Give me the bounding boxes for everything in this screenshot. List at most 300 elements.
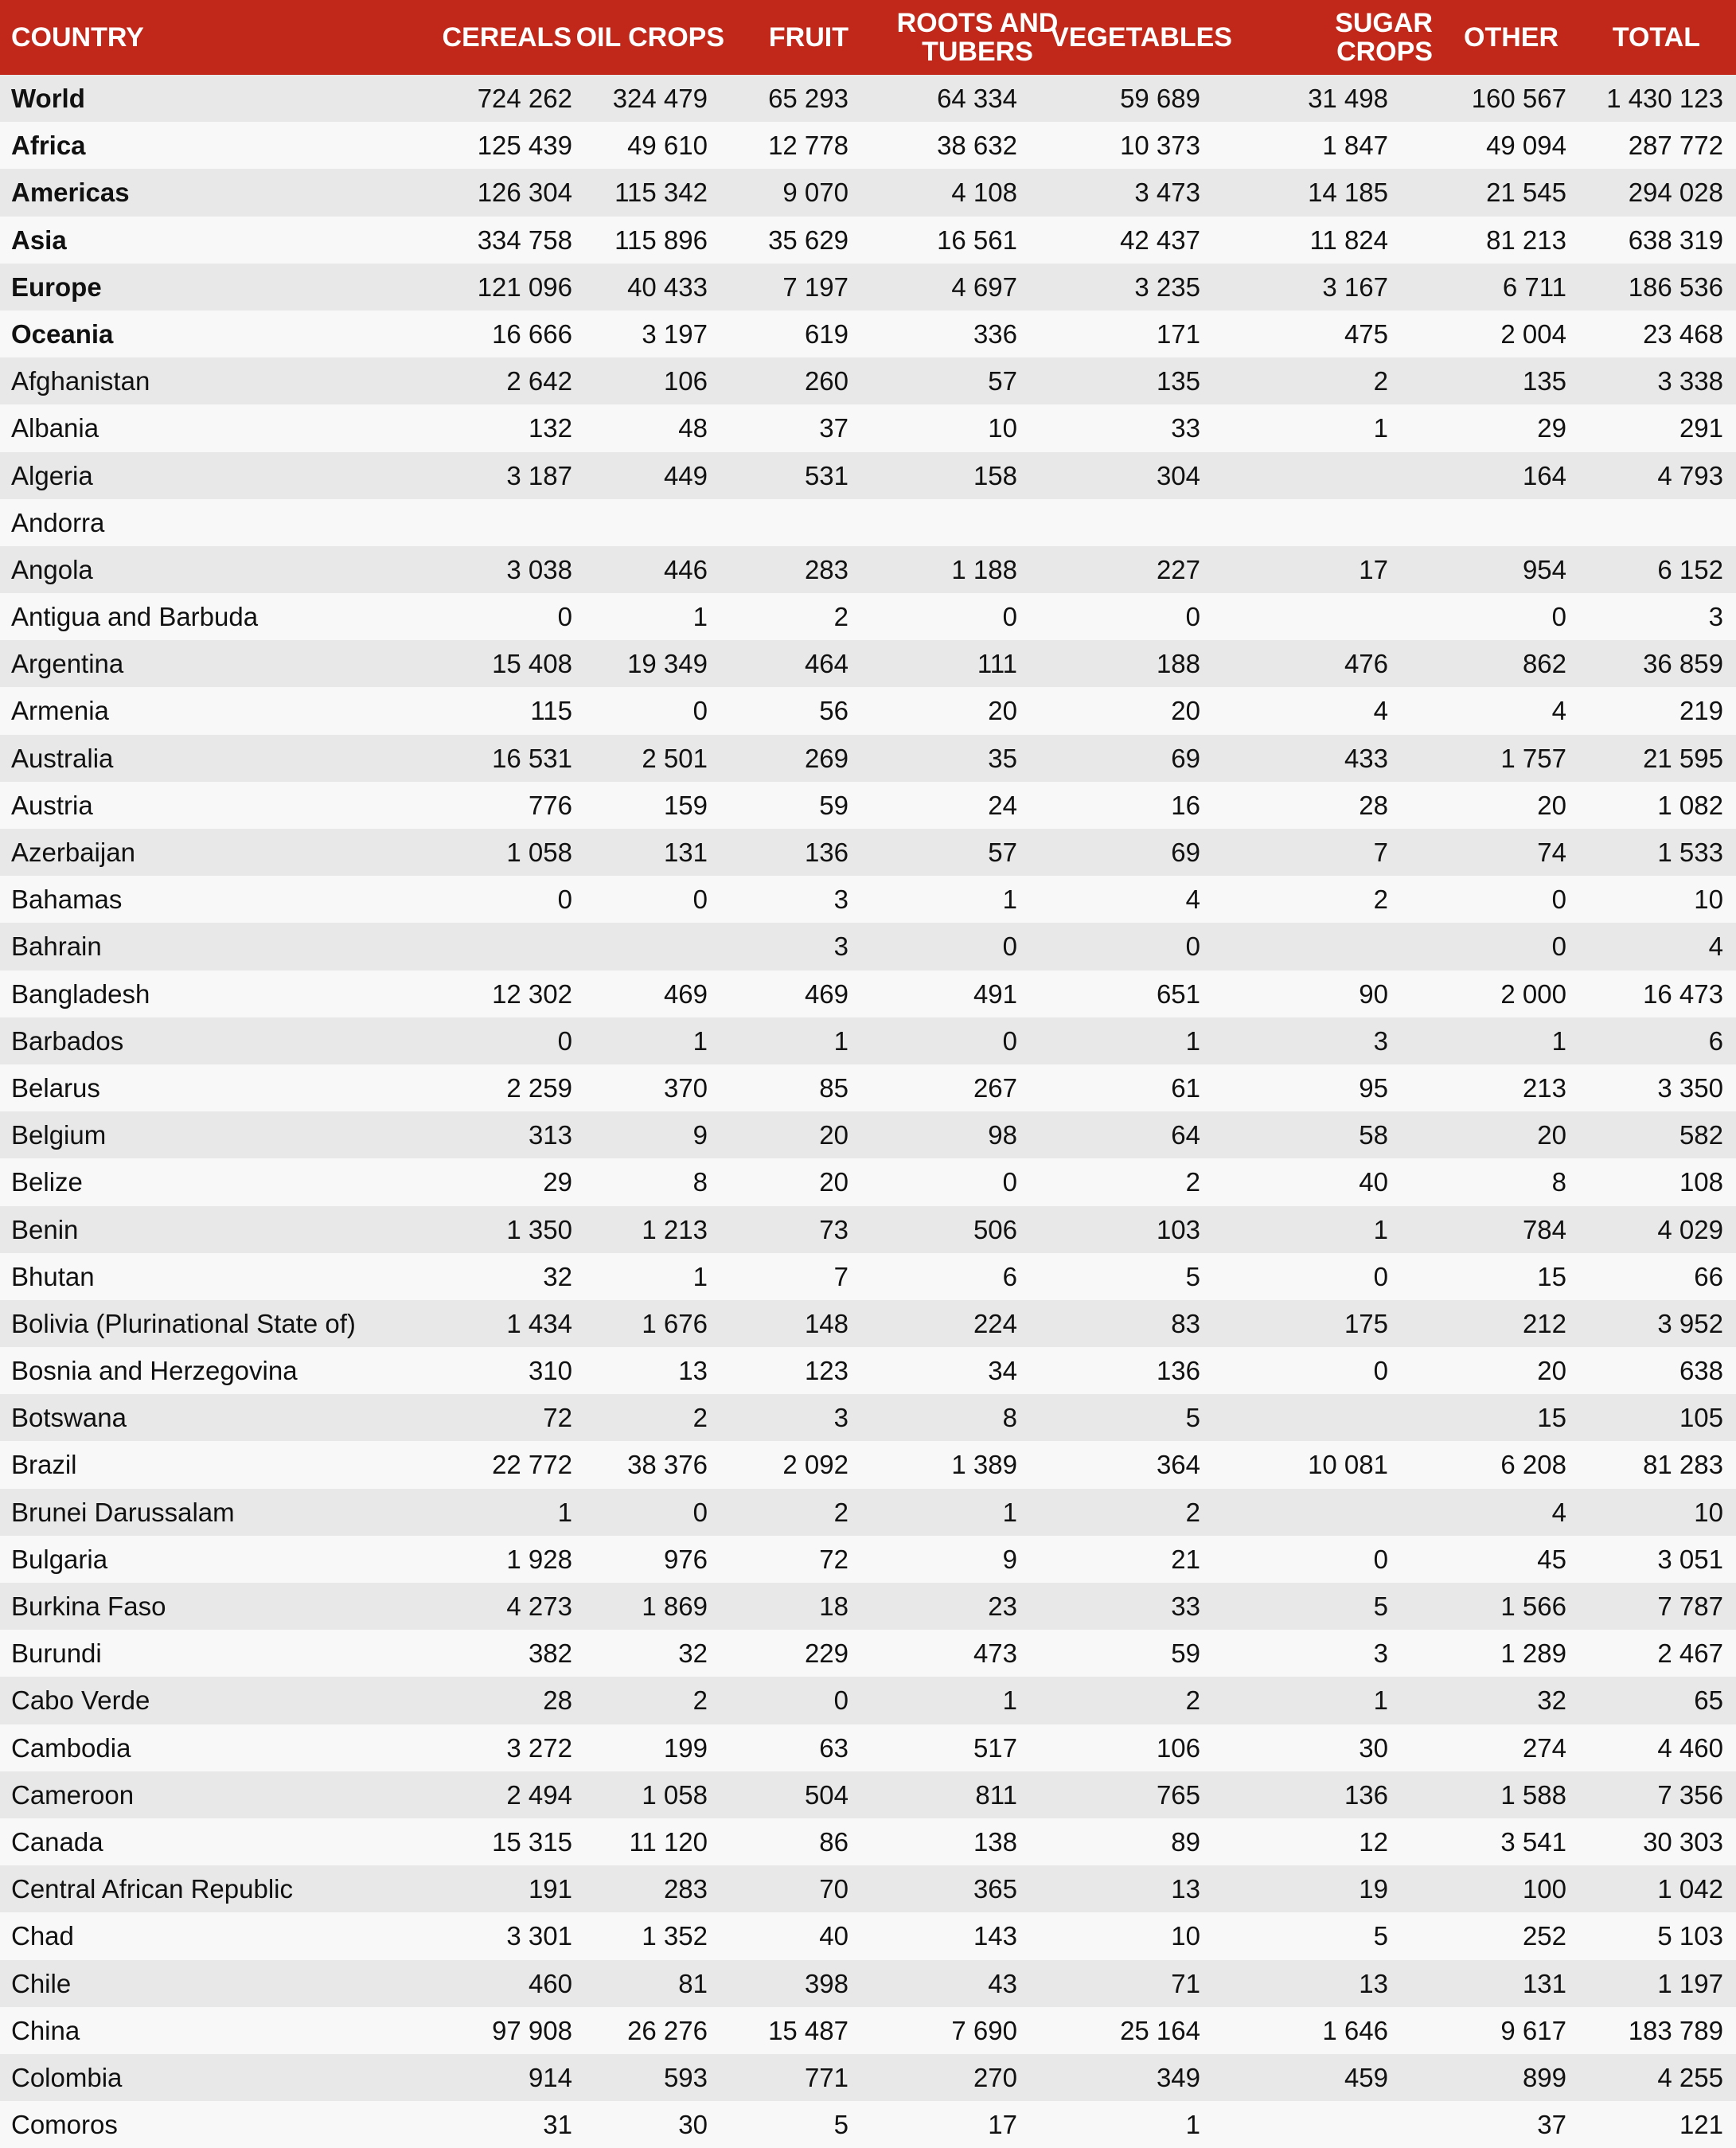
table-row bbox=[0, 735, 1736, 782]
roots-and-tubers-cell: 16 561 bbox=[937, 225, 1017, 255]
country-name: Cambodia bbox=[11, 1732, 131, 1763]
total-cell: 108 bbox=[1679, 1167, 1723, 1197]
sugar-crops-cell: 28 bbox=[1359, 790, 1388, 820]
country-name: Andorra bbox=[11, 507, 105, 537]
total-cell: 219 bbox=[1679, 696, 1723, 726]
roots-and-tubers-cell: 270 bbox=[973, 2062, 1017, 2092]
country-name: Bangladesh bbox=[11, 978, 150, 1009]
sugar-crops-cell: 17 bbox=[1359, 554, 1388, 584]
oil-crops-cell: 13 bbox=[678, 1356, 708, 1386]
table-row bbox=[0, 1677, 1736, 1724]
sugar-crops-cell: 1 bbox=[1373, 413, 1388, 443]
other-cell: 37 bbox=[1537, 2110, 1566, 2140]
vegetables-cell: 4 bbox=[1185, 885, 1200, 915]
roots-and-tubers-cell: 17 bbox=[988, 2110, 1017, 2140]
sugar-crops-cell: 5 bbox=[1373, 1921, 1388, 1951]
table-body bbox=[0, 75, 1736, 2148]
roots-and-tubers-cell: 111 bbox=[977, 649, 1017, 679]
fruit-cell: 7 bbox=[833, 1261, 848, 1291]
fruit-cell: 7 197 bbox=[782, 271, 848, 302]
table-row bbox=[0, 923, 1736, 970]
other-cell: 1 289 bbox=[1500, 1638, 1566, 1669]
oil-crops-cell: 1 352 bbox=[642, 1921, 708, 1951]
table-row bbox=[0, 971, 1736, 1017]
other-cell: 32 bbox=[1537, 1685, 1566, 1716]
other-cell: 135 bbox=[1522, 366, 1566, 396]
fruit-cell: 35 629 bbox=[768, 225, 848, 255]
roots-and-tubers-cell: 1 389 bbox=[951, 1450, 1017, 1480]
sugar-crops-cell: 459 bbox=[1344, 2062, 1388, 2092]
cereals-cell: 12 302 bbox=[492, 978, 572, 1009]
other-cell: 954 bbox=[1522, 554, 1566, 584]
sugar-crops-cell: 40 bbox=[1359, 1167, 1388, 1197]
vegetables-cell: 135 bbox=[1156, 366, 1200, 396]
fruit-cell: 72 bbox=[819, 1544, 848, 1574]
vegetables-cell: 59 689 bbox=[1120, 84, 1200, 113]
fruit-cell: 3 bbox=[833, 1403, 848, 1433]
total-cell: 23 468 bbox=[1643, 318, 1723, 349]
fruit-cell: 283 bbox=[804, 554, 848, 584]
table-row bbox=[0, 1489, 1736, 1536]
cereals-cell: 313 bbox=[528, 1120, 572, 1150]
country-name: Brunei Darussalam bbox=[11, 1497, 235, 1527]
roots-and-tubers-cell: 1 bbox=[1002, 885, 1017, 915]
header-fruit: FRUIT bbox=[768, 22, 848, 53]
other-cell: 862 bbox=[1522, 649, 1566, 679]
roots-and-tubers-cell: 143 bbox=[973, 1921, 1017, 1951]
roots-and-tubers-cell: 24 bbox=[988, 790, 1017, 820]
sugar-crops-cell: 476 bbox=[1344, 649, 1388, 679]
table-row bbox=[0, 452, 1736, 499]
total-cell: 3 952 bbox=[1657, 1308, 1723, 1338]
vegetables-cell: 64 bbox=[1171, 1120, 1200, 1150]
oil-crops-cell: 9 bbox=[692, 1120, 708, 1150]
roots-and-tubers-cell: 0 bbox=[1002, 602, 1017, 632]
oil-crops-cell: 159 bbox=[663, 790, 708, 820]
other-cell: 49 094 bbox=[1486, 131, 1566, 161]
cereals-cell: 121 096 bbox=[477, 271, 572, 302]
vegetables-cell: 765 bbox=[1156, 1779, 1200, 1810]
total-cell: 3 051 bbox=[1657, 1544, 1723, 1574]
total-cell: 3 350 bbox=[1657, 1072, 1723, 1103]
cereals-cell: 191 bbox=[528, 1874, 572, 1904]
header-sugar-crops: SUGAR CROPS bbox=[1335, 8, 1433, 67]
other-cell: 9 617 bbox=[1500, 2015, 1566, 2045]
fruit-cell: 0 bbox=[833, 1685, 848, 1716]
table-row bbox=[0, 640, 1736, 687]
total-cell: 7 356 bbox=[1657, 1779, 1723, 1810]
table-row bbox=[0, 310, 1736, 357]
sugar-crops-cell: 3 167 bbox=[1322, 271, 1388, 302]
vegetables-cell: 304 bbox=[1156, 460, 1200, 490]
total-cell: 81 283 bbox=[1643, 1450, 1723, 1480]
total-cell: 287 772 bbox=[1628, 131, 1723, 161]
other-cell: 100 bbox=[1522, 1874, 1566, 1904]
oil-crops-cell: 11 120 bbox=[629, 1826, 708, 1857]
cereals-cell: 31 bbox=[543, 2110, 572, 2140]
other-cell: 2 000 bbox=[1500, 978, 1566, 1009]
sugar-crops-cell: 31 498 bbox=[1308, 84, 1388, 113]
vegetables-cell: 364 bbox=[1156, 1450, 1200, 1480]
table-row bbox=[0, 1865, 1736, 1912]
vegetables-cell: 59 bbox=[1171, 1638, 1200, 1669]
roots-and-tubers-cell: 34 bbox=[988, 1356, 1017, 1386]
total-cell: 30 303 bbox=[1643, 1826, 1723, 1857]
sugar-crops-cell: 3 bbox=[1373, 1638, 1388, 1669]
cereals-cell: 2 259 bbox=[506, 1072, 572, 1103]
sugar-crops-cell: 3 bbox=[1373, 1025, 1388, 1056]
country-name: Burundi bbox=[11, 1638, 102, 1669]
vegetables-cell: 2 bbox=[1185, 1167, 1200, 1197]
sugar-crops-cell: 5 bbox=[1373, 1591, 1388, 1621]
vegetables-cell: 227 bbox=[1156, 554, 1200, 584]
roots-and-tubers-cell: 9 bbox=[1002, 1544, 1017, 1574]
country-name: Angola bbox=[11, 554, 93, 584]
other-cell: 74 bbox=[1537, 838, 1566, 867]
oil-crops-cell: 2 501 bbox=[642, 743, 708, 773]
other-cell: 1 bbox=[1551, 1025, 1566, 1056]
table-row bbox=[0, 404, 1736, 451]
fruit-cell: 464 bbox=[804, 649, 848, 679]
roots-and-tubers-cell: 0 bbox=[1002, 931, 1017, 962]
cereals-cell: 22 772 bbox=[492, 1450, 572, 1480]
total-cell: 186 536 bbox=[1628, 271, 1723, 302]
other-cell: 81 213 bbox=[1486, 225, 1566, 255]
other-cell: 899 bbox=[1522, 2062, 1566, 2092]
oil-crops-cell: 1 213 bbox=[642, 1214, 708, 1244]
total-cell: 36 859 bbox=[1643, 649, 1723, 679]
total-cell: 6 bbox=[1708, 1025, 1723, 1056]
oil-crops-cell: 115 342 bbox=[614, 178, 708, 208]
vegetables-cell: 349 bbox=[1156, 2062, 1200, 2092]
table-row bbox=[0, 264, 1736, 310]
total-cell: 10 bbox=[1694, 885, 1723, 915]
vegetables-cell: 21 bbox=[1171, 1544, 1200, 1574]
country-name: Bosnia and Herzegovina bbox=[11, 1356, 298, 1386]
other-cell: 6 711 bbox=[1502, 271, 1566, 302]
vegetables-cell: 188 bbox=[1156, 649, 1200, 679]
table-row bbox=[0, 122, 1736, 169]
roots-and-tubers-cell: 35 bbox=[988, 743, 1017, 773]
country-name: Armenia bbox=[11, 696, 109, 726]
fruit-cell: 40 bbox=[819, 1921, 848, 1951]
total-cell: 1 197 bbox=[1657, 1968, 1723, 1998]
table-row bbox=[0, 499, 1736, 546]
total-cell: 1 042 bbox=[1657, 1874, 1723, 1904]
cereals-cell: 0 bbox=[557, 885, 572, 915]
country-name: Cabo Verde bbox=[11, 1685, 150, 1716]
cereals-cell: 3 038 bbox=[506, 554, 572, 584]
oil-crops-cell: 1 058 bbox=[642, 1779, 708, 1810]
oil-crops-cell: 449 bbox=[663, 460, 708, 490]
country-name: Benin bbox=[11, 1214, 79, 1244]
table-row bbox=[0, 876, 1736, 923]
oil-crops-cell: 3 197 bbox=[642, 318, 708, 349]
oil-crops-cell: 8 bbox=[692, 1167, 708, 1197]
oil-crops-cell: 1 bbox=[692, 1261, 708, 1291]
vegetables-cell: 10 373 bbox=[1120, 131, 1200, 161]
table-row bbox=[0, 1818, 1736, 1865]
total-cell: 582 bbox=[1679, 1120, 1723, 1150]
vegetables-cell: 16 bbox=[1171, 790, 1200, 820]
country-name: Antigua and Barbuda bbox=[11, 602, 259, 632]
table-row bbox=[0, 2054, 1736, 2101]
country-name: Canada bbox=[11, 1826, 103, 1857]
sugar-crops-cell: 90 bbox=[1359, 978, 1388, 1009]
vegetables-cell: 0 bbox=[1185, 602, 1200, 632]
fruit-cell: 260 bbox=[804, 366, 848, 396]
oil-crops-cell: 976 bbox=[663, 1544, 708, 1574]
cereals-cell: 4 273 bbox=[506, 1591, 572, 1621]
fruit-cell: 771 bbox=[804, 2062, 848, 2092]
vegetables-cell: 71 bbox=[1171, 1968, 1200, 1998]
roots-and-tubers-cell: 57 bbox=[988, 838, 1017, 867]
other-cell: 1 757 bbox=[1500, 743, 1566, 773]
country-name: Cameroon bbox=[11, 1779, 135, 1810]
cereals-cell: 1 058 bbox=[506, 838, 572, 867]
oil-crops-cell: 106 bbox=[663, 366, 708, 396]
roots-and-tubers-cell: 43 bbox=[988, 1968, 1017, 1998]
cereals-cell: 29 bbox=[543, 1167, 572, 1197]
oil-crops-cell: 446 bbox=[663, 554, 708, 584]
sugar-crops-cell: 19 bbox=[1359, 1874, 1388, 1904]
table-row bbox=[0, 1111, 1736, 1158]
roots-and-tubers-cell: 224 bbox=[973, 1308, 1017, 1338]
cereals-cell: 914 bbox=[528, 2062, 572, 2092]
vegetables-cell: 13 bbox=[1171, 1874, 1200, 1904]
table-row bbox=[0, 1017, 1736, 1064]
fruit-cell: 56 bbox=[819, 696, 848, 726]
other-cell: 29 bbox=[1537, 413, 1566, 443]
sugar-crops-cell: 13 bbox=[1359, 1968, 1388, 1998]
roots-and-tubers-cell: 38 632 bbox=[937, 131, 1017, 161]
other-cell: 6 208 bbox=[1500, 1450, 1566, 1480]
country-name: Chile bbox=[11, 1968, 72, 1998]
sugar-crops-cell: 30 bbox=[1359, 1732, 1388, 1763]
fruit-cell: 3 bbox=[833, 885, 848, 915]
roots-and-tubers-cell: 158 bbox=[973, 460, 1017, 490]
cereals-cell: 15 408 bbox=[492, 649, 572, 679]
fruit-cell: 531 bbox=[804, 460, 848, 490]
fruit-cell: 504 bbox=[804, 1779, 848, 1810]
header-oil-crops: OIL CROPS bbox=[575, 22, 724, 53]
country-name: Bahamas bbox=[11, 885, 123, 915]
table-row bbox=[0, 1158, 1736, 1205]
other-cell: 8 bbox=[1551, 1167, 1566, 1197]
other-cell: 15 bbox=[1537, 1403, 1566, 1433]
fruit-cell: 2 bbox=[833, 602, 848, 632]
fruit-cell: 15 487 bbox=[768, 2015, 848, 2045]
cereals-cell: 1 434 bbox=[506, 1308, 572, 1338]
country-name: Belarus bbox=[11, 1072, 100, 1103]
table-row bbox=[0, 1960, 1736, 2007]
vegetables-cell: 69 bbox=[1171, 838, 1200, 867]
roots-and-tubers-cell: 267 bbox=[973, 1072, 1017, 1103]
cereals-cell: 334 758 bbox=[477, 225, 572, 255]
sugar-crops-cell: 10 081 bbox=[1308, 1450, 1388, 1480]
total-cell: 294 028 bbox=[1628, 178, 1723, 208]
fruit-cell: 2 092 bbox=[782, 1450, 848, 1480]
header-other: OTHER bbox=[1464, 22, 1558, 53]
oil-crops-cell: 2 bbox=[692, 1403, 708, 1433]
roots-and-tubers-cell: 1 188 bbox=[951, 554, 1017, 584]
vegetables-cell: 106 bbox=[1156, 1732, 1200, 1763]
fruit-cell: 5 bbox=[833, 2110, 848, 2140]
vegetables-cell: 61 bbox=[1171, 1072, 1200, 1103]
header-total: TOTAL bbox=[1612, 22, 1700, 53]
fruit-cell: 229 bbox=[804, 1638, 848, 1669]
oil-crops-cell: 1 676 bbox=[642, 1308, 708, 1338]
roots-and-tubers-cell: 57 bbox=[988, 366, 1017, 396]
table-row bbox=[0, 593, 1736, 640]
roots-and-tubers-cell: 4 697 bbox=[951, 271, 1017, 302]
sugar-crops-cell: 11 824 bbox=[1309, 225, 1388, 255]
country-name: Central African Republic bbox=[11, 1874, 294, 1904]
roots-and-tubers-cell: 7 690 bbox=[951, 2015, 1017, 2045]
cereals-cell: 16 666 bbox=[492, 318, 572, 349]
table-row bbox=[0, 1583, 1736, 1630]
roots-and-tubers-cell: 20 bbox=[988, 696, 1017, 726]
other-cell: 164 bbox=[1522, 460, 1566, 490]
table-row bbox=[0, 1912, 1736, 1959]
cereals-cell: 72 bbox=[543, 1403, 572, 1433]
other-cell: 45 bbox=[1537, 1544, 1566, 1574]
vegetables-cell: 42 437 bbox=[1120, 225, 1200, 255]
total-cell: 65 bbox=[1694, 1685, 1723, 1716]
sugar-crops-cell: 2 bbox=[1373, 885, 1388, 915]
total-cell: 638 319 bbox=[1628, 225, 1723, 255]
country-name: Burkina Faso bbox=[11, 1591, 166, 1621]
total-cell: 3 bbox=[1708, 602, 1723, 632]
other-cell: 131 bbox=[1522, 1968, 1566, 1998]
roots-and-tubers-cell: 23 bbox=[988, 1591, 1017, 1621]
oil-crops-cell: 81 bbox=[678, 1968, 708, 1998]
fruit-cell: 18 bbox=[819, 1591, 848, 1621]
oil-crops-cell: 199 bbox=[663, 1732, 708, 1763]
country-name: Azerbaijan bbox=[11, 838, 135, 867]
roots-and-tubers-cell: 336 bbox=[973, 318, 1017, 349]
roots-and-tubers-cell: 6 bbox=[1002, 1261, 1017, 1291]
oil-crops-cell: 593 bbox=[663, 2062, 708, 2092]
header-country: COUNTRY bbox=[11, 22, 144, 53]
country-name: China bbox=[11, 2015, 80, 2045]
sugar-crops-cell: 136 bbox=[1344, 1779, 1388, 1810]
table-row bbox=[0, 1441, 1736, 1488]
table-row bbox=[0, 1206, 1736, 1253]
fruit-cell: 1 bbox=[833, 1025, 848, 1056]
other-cell: 784 bbox=[1522, 1214, 1566, 1244]
oil-crops-cell: 131 bbox=[663, 838, 708, 867]
header-vegetables: VEGETABLES bbox=[1051, 22, 1232, 53]
other-cell: 4 bbox=[1551, 1497, 1566, 1527]
total-cell: 66 bbox=[1694, 1261, 1723, 1291]
roots-and-tubers-cell: 491 bbox=[973, 978, 1017, 1009]
table-row bbox=[0, 1394, 1736, 1441]
country-name: Argentina bbox=[11, 649, 124, 679]
vegetables-cell: 83 bbox=[1171, 1308, 1200, 1338]
other-cell: 160 567 bbox=[1471, 84, 1566, 113]
country-name: Botswana bbox=[11, 1403, 127, 1433]
other-cell: 15 bbox=[1537, 1261, 1566, 1291]
oil-crops-cell: 0 bbox=[692, 696, 708, 726]
fruit-cell: 85 bbox=[819, 1072, 848, 1103]
oil-crops-cell: 0 bbox=[692, 1497, 708, 1527]
other-cell: 274 bbox=[1522, 1732, 1566, 1763]
table-row bbox=[0, 169, 1736, 216]
country-name: Afghanistan bbox=[11, 366, 150, 396]
fruit-cell: 65 293 bbox=[768, 84, 848, 113]
oil-crops-cell: 115 896 bbox=[614, 225, 708, 255]
sugar-crops-cell: 0 bbox=[1373, 1356, 1388, 1386]
cereals-cell: 126 304 bbox=[477, 178, 572, 208]
country-name: Albania bbox=[11, 413, 99, 443]
vegetables-cell: 33 bbox=[1171, 1591, 1200, 1621]
table-row bbox=[0, 1300, 1736, 1347]
cereals-cell: 115 bbox=[530, 696, 572, 726]
table-row bbox=[0, 1630, 1736, 1677]
cereals-cell: 1 bbox=[557, 1497, 572, 1527]
fruit-cell: 20 bbox=[819, 1120, 848, 1150]
total-cell: 291 bbox=[1679, 413, 1723, 443]
vegetables-cell: 0 bbox=[1185, 931, 1200, 962]
cereals-cell: 125 439 bbox=[477, 131, 572, 161]
country-name: World bbox=[11, 84, 85, 113]
table-header bbox=[0, 0, 1736, 75]
fruit-cell: 398 bbox=[804, 1968, 848, 1998]
vegetables-cell: 2 bbox=[1185, 1685, 1200, 1716]
roots-and-tubers-cell: 365 bbox=[973, 1874, 1017, 1904]
cereals-cell: 724 262 bbox=[477, 84, 572, 113]
sugar-crops-cell: 475 bbox=[1344, 318, 1388, 349]
total-cell: 10 bbox=[1694, 1497, 1723, 1527]
country-name: Colombia bbox=[11, 2062, 123, 2092]
cereals-cell: 1 928 bbox=[506, 1544, 572, 1574]
fruit-cell: 619 bbox=[804, 318, 848, 349]
oil-crops-cell: 370 bbox=[663, 1072, 708, 1103]
vegetables-cell: 3 235 bbox=[1134, 271, 1200, 302]
vegetables-cell: 5 bbox=[1185, 1403, 1200, 1433]
total-cell: 4 793 bbox=[1657, 460, 1723, 490]
roots-and-tubers-cell: 0 bbox=[1002, 1167, 1017, 1197]
cereals-cell: 2 642 bbox=[506, 366, 572, 396]
sugar-crops-cell: 0 bbox=[1373, 1544, 1388, 1574]
fruit-cell: 73 bbox=[819, 1214, 848, 1244]
oil-crops-cell: 19 349 bbox=[627, 649, 708, 679]
table-row bbox=[0, 546, 1736, 593]
country-name: Algeria bbox=[11, 460, 93, 490]
header-cereals: CEREALS bbox=[442, 22, 572, 53]
oil-crops-cell: 30 bbox=[678, 2110, 708, 2140]
cereals-cell: 310 bbox=[528, 1356, 572, 1386]
other-cell: 1 566 bbox=[1500, 1591, 1566, 1621]
roots-and-tubers-cell: 517 bbox=[973, 1732, 1017, 1763]
fruit-cell: 269 bbox=[804, 743, 848, 773]
sugar-crops-cell: 1 847 bbox=[1322, 131, 1388, 161]
table-row bbox=[0, 2007, 1736, 2054]
cereals-cell: 132 bbox=[528, 413, 572, 443]
sugar-crops-cell: 433 bbox=[1344, 743, 1388, 773]
country-name: Austria bbox=[11, 790, 93, 820]
sugar-crops-cell: 1 bbox=[1373, 1214, 1388, 1244]
country-name: Americas bbox=[11, 178, 130, 208]
total-cell: 1 082 bbox=[1657, 790, 1723, 820]
cereals-cell: 0 bbox=[557, 1025, 572, 1056]
sugar-crops-cell: 1 646 bbox=[1322, 2015, 1388, 2045]
cereals-cell: 776 bbox=[528, 790, 572, 820]
total-cell: 3 338 bbox=[1657, 366, 1723, 396]
vegetables-cell: 69 bbox=[1171, 743, 1200, 773]
total-cell: 105 bbox=[1679, 1403, 1723, 1433]
